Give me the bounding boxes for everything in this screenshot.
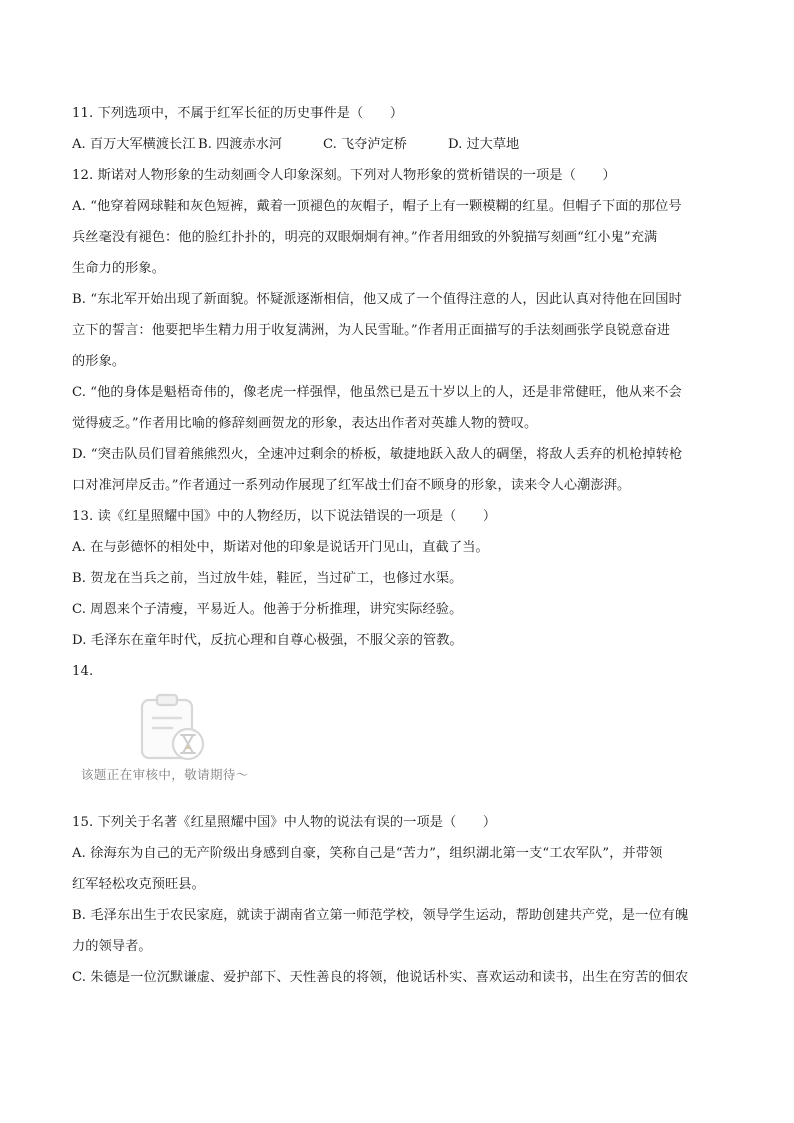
option-b: B. 贺龙在当兵之前，当过放牛娃，鞋匠，当过矿工，也修过水渠。 bbox=[72, 571, 463, 586]
option-b: B. 四渡赤水河 bbox=[198, 137, 283, 152]
question-14 bbox=[72, 656, 726, 807]
question-stem: 12. 斯诺对人物形象的生动刻画令人印象深刻。下列对人物形象的赏析错误的一项是（ ） bbox=[72, 168, 616, 183]
question-11 bbox=[72, 98, 726, 160]
question-stem: 11. 下列选项中，不属于红军长征的历史事件是（ ） bbox=[72, 106, 404, 121]
option-line: 口对准河岸反击。”作者通过一系列动作展现了红军战士们奋不顾身的形象，读来令人心潮澎湃。 bbox=[72, 478, 631, 493]
option-row bbox=[72, 129, 726, 160]
question-12 bbox=[72, 160, 726, 501]
question-15 bbox=[72, 807, 726, 993]
option-line: 红军轻松攻克预旺县。 bbox=[72, 877, 205, 892]
option-line: 的形象。 bbox=[72, 354, 126, 369]
option-a bbox=[72, 838, 726, 900]
option-d: D. 毛泽东在童年时代，反抗心理和自尊心极强，不服父亲的管教。 bbox=[72, 633, 463, 648]
option-c bbox=[72, 377, 726, 439]
option-a: A. 在与彭德怀的相处中，斯诺对他的印象是说话开门见山，直截了当。 bbox=[72, 540, 489, 555]
question-stem: 15. 下列关于名著《红星照耀中国》中人物的说法有误的一项是（ ） bbox=[72, 815, 497, 830]
question-stem: 13. 读《红星照耀中国》中的人物经历，以下说法错误的一项是（ ） bbox=[72, 509, 497, 524]
option-a: A. 百万大军横渡长江 bbox=[72, 137, 196, 152]
review-placeholder bbox=[72, 687, 726, 807]
option-c: C. 飞夺泸定桥 bbox=[323, 137, 407, 152]
option-c: C. 周恩来个子清瘦，平易近人。他善于分析推理，讲究实际经验。 bbox=[72, 602, 463, 617]
question-number: 14. bbox=[72, 664, 94, 679]
option-c bbox=[72, 962, 726, 993]
option-d bbox=[72, 439, 726, 501]
option-b bbox=[72, 284, 726, 377]
clipboard-hourglass-icon bbox=[138, 691, 210, 763]
exam-page bbox=[72, 98, 726, 993]
option-line: C. 朱德是一位沉默谦虚、爱护部下、天性善良的将领，他说话朴实、喜欢运动和读书，出生在穷苦的佃农 bbox=[72, 970, 689, 985]
option-line: 觉得疲乏。”作者用比喻的修辞刻画贺龙的形象，表达出作者对英雄人物的赞叹。 bbox=[72, 416, 538, 431]
option-b bbox=[72, 900, 726, 962]
option-line: D. “突击队员们冒着熊熊烈火，全速冲过剩余的桥板，敏捷地跃入敌人的碉堡，将敌人丢弃的机枪掉转枪 bbox=[72, 447, 683, 462]
option-line: B. 毛泽东出生于农民家庭，就读于湖南省立第一师范学校，领导学生运动，帮助创建共产党，是一位有魄 bbox=[72, 908, 689, 923]
option-line: 立下的誓言：他要把毕生精力用于收复满洲，为人民雪耻。”作者用正面描写的手法刻画张学良锐意奋进 bbox=[72, 323, 671, 338]
option-line: A. “他穿着网球鞋和灰色短裤，戴着一顶褪色的灰帽子，帽子上有一颗模糊的红星。但帽子下面的那位号 bbox=[72, 199, 682, 214]
option-line: C. “他的身体是魁梧奇伟的，像老虎一样强悍，他虽然已是五十岁以上的人，还是非常健旺，他从来不会 bbox=[72, 385, 682, 400]
question-13 bbox=[72, 501, 726, 656]
placeholder-text: 该题正在审核中，敬请期待～ bbox=[81, 767, 249, 782]
option-d: D. 过大草地 bbox=[448, 137, 520, 152]
option-line: 生命力的形象。 bbox=[72, 261, 166, 276]
option-line: 兵丝毫没有褪色：他的脸红扑扑的，明亮的双眼炯炯有神。”作者用细致的外貌描写刻画“红小鬼”充满 bbox=[72, 230, 658, 245]
option-line: 力的领导者。 bbox=[72, 939, 152, 954]
option-line: A. 徐海东为自己的无产阶级出身感到自豪，笑称自己是“苦力”，组织湖北第一支“工农军队”，并带领 bbox=[72, 846, 663, 861]
option-line: B. “东北军开始出现了新面貌。怀疑派逐渐相信，他又成了一个值得注意的人，因此认真对待他在回国时 bbox=[72, 292, 682, 307]
option-a bbox=[72, 191, 726, 284]
